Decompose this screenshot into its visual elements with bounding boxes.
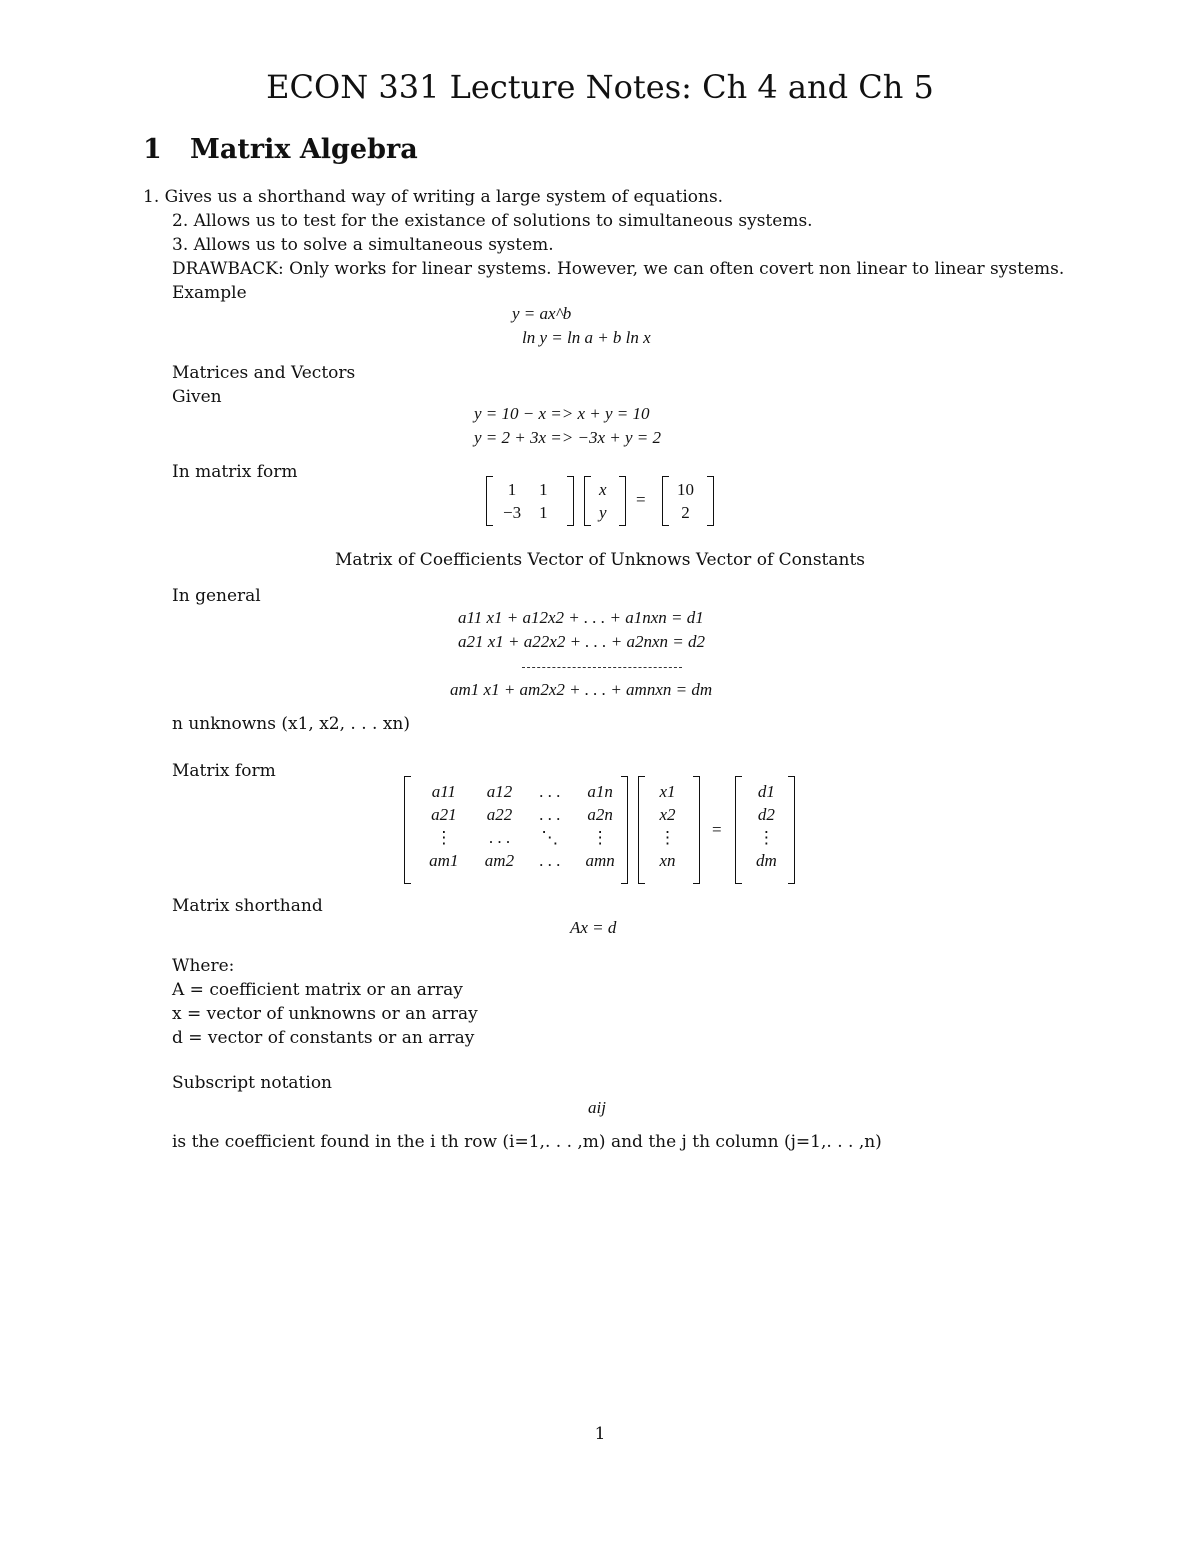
matrix-cell: a12 — [486, 781, 513, 801]
matrix-cell: a2n — [587, 804, 613, 824]
vector-cell: dm — [756, 850, 777, 870]
n-unknowns-note: n unknowns (x1, x2, . . . xn) — [172, 714, 411, 734]
item-1: 1. Gives us a shorthand way of writing a large system of equations. — [143, 187, 724, 207]
matrices-vectors-heading: Matrices and Vectors — [172, 363, 356, 383]
vector-cell: x1 — [659, 781, 676, 801]
matrix-cell: a1n — [587, 781, 613, 801]
section-title: Matrix Algebra — [190, 134, 418, 165]
general-constant-vector — [735, 776, 795, 884]
subscript-description: is the coefficient found in the i th row (i=1,. . . ,m) and the j th column (j=1,. . . ,n) — [172, 1132, 882, 1152]
matrix-shorthand-label: Matrix shorthand — [172, 896, 323, 916]
vector-cell: ⋮ — [659, 827, 676, 847]
constant-vector — [662, 476, 714, 526]
where-label: Where: — [172, 956, 235, 976]
vector-cell: d2 — [757, 804, 775, 824]
ellipsis-rule — [522, 667, 682, 668]
in-matrix-form-label: In matrix form — [172, 462, 298, 482]
matrix-cell: am2 — [484, 850, 515, 870]
where-x-definition: x = vector of unknowns or an array — [172, 1004, 478, 1024]
shorthand-equation: Ax = d — [570, 918, 617, 937]
vector-cell: d1 — [757, 781, 775, 801]
coefficient-matrix — [486, 476, 574, 526]
matrix-cell: a21 — [431, 804, 457, 824]
matrix-cell: 1 — [507, 479, 517, 499]
matrix-cell: 1 — [539, 502, 548, 522]
given-equation-2: y = 2 + 3x => −3x + y = 2 — [474, 428, 661, 447]
matrix-cell: −3 — [503, 502, 522, 522]
matrix-cell: ⋮ — [435, 827, 453, 847]
matrix-cell: . . . — [539, 850, 561, 870]
given-equation-1: y = 10 − x => x + y = 10 — [474, 404, 650, 423]
general-equation-2: a21 x1 + a22x2 + . . . + a2nxn = d2 — [458, 632, 706, 651]
example-equation-2: ln y = ln a + b ln x — [522, 328, 651, 347]
vector-cell: ⋮ — [757, 827, 775, 847]
general-coefficient-matrix — [404, 776, 628, 884]
matrix-cell: a22 — [486, 804, 513, 824]
in-general-label: In general — [172, 586, 261, 606]
matrix-form-label: Matrix form — [172, 761, 276, 781]
example-label: Example — [172, 283, 247, 303]
general-unknown-vector — [638, 776, 700, 884]
item-3: 3. Allows us to solve a simultaneous system. — [172, 235, 554, 255]
matrix-cell: ⋱ — [541, 827, 559, 847]
matrix-cell: amn — [585, 850, 615, 870]
drawback-note: DRAWBACK: Only works for linear systems. However, we can often covert non linear to linear systems. — [172, 259, 1065, 279]
general-equation-m: am1 x1 + am2x2 + . . . + amnxn = dm — [450, 680, 713, 699]
matrix-caption: Matrix of Coefficients Vector of Unknows Vector of Constants — [334, 550, 866, 570]
general-equation-1: a11 x1 + a12x2 + . . . + a1nxn = d1 — [458, 608, 704, 627]
matrix-cell: . . . — [539, 781, 561, 801]
document-title: ECON 331 Lecture Notes: Ch 4 and Ch 5 — [266, 68, 934, 106]
vector-cell: y — [599, 502, 607, 522]
item-2: 2. Allows us to test for the existance of solutions to simultaneous systems. — [172, 211, 813, 231]
matrix-cell: . . . — [488, 827, 511, 847]
subscript-symbol: aij — [588, 1098, 606, 1117]
matrix-cell: am1 — [429, 850, 459, 870]
subscript-notation-label: Subscript notation — [172, 1073, 333, 1093]
where-a-definition: A = coefficient matrix or an array — [172, 980, 463, 1000]
given-label: Given — [172, 387, 222, 407]
unknown-vector — [584, 476, 626, 526]
vector-cell: x — [599, 479, 607, 499]
matrix-cell: 1 — [539, 479, 548, 499]
example-equation-1: y = ax^b — [512, 304, 572, 323]
vector-cell: 10 — [677, 479, 694, 499]
matrix-cell: a11 — [431, 781, 456, 801]
vector-cell: xn — [659, 850, 676, 870]
section-number: 1 — [143, 134, 162, 165]
matrix-cell: . . . — [539, 804, 561, 824]
page-number: 1 — [594, 1424, 606, 1444]
where-d-definition: d = vector of constants or an array — [172, 1028, 475, 1048]
vector-cell: 2 — [681, 502, 690, 522]
vector-cell: x2 — [659, 804, 676, 824]
matrix-cell: ⋮ — [591, 827, 609, 847]
